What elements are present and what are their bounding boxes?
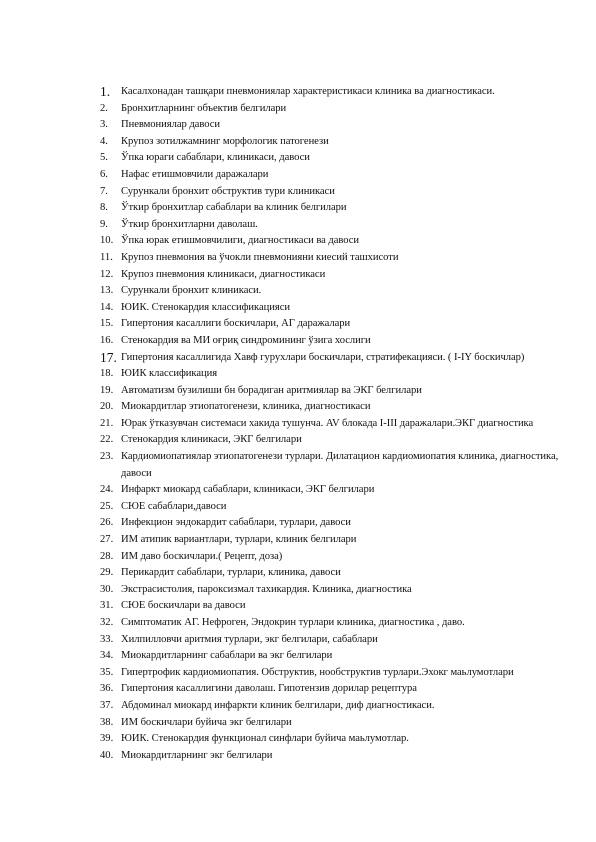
question-item — [100, 233, 570, 250]
question-text: Гипертония касаллигини даволаш. Гипотензив дорилар рецептура — [121, 683, 417, 695]
question-number: 40. — [100, 749, 114, 761]
question-number: 5. — [100, 152, 108, 164]
question-item — [100, 681, 570, 698]
question-number: 34. — [100, 650, 114, 662]
question-item — [100, 250, 570, 267]
question-text: Крупоз пневмония ва ўчокли пневмонияни киесий ташхисоти — [121, 251, 399, 263]
question-text: Сурункали бронхит клиникаси. — [121, 285, 262, 297]
question-text: Гипертония касаллигида Хавф гурухлари боскичлари, стратифекацияси. ( I-IY боскичлар) — [121, 351, 525, 363]
question-number: 7. — [100, 185, 108, 197]
question-text: Ўпка юраги сабаблари, клиникаси, давоси — [121, 152, 310, 164]
question-item — [100, 267, 570, 284]
question-item — [100, 316, 570, 333]
question-number: 16. — [100, 334, 114, 346]
question-number: 39. — [100, 733, 114, 745]
question-item — [100, 184, 570, 201]
question-number: 15. — [100, 318, 114, 330]
question-number: 18. — [100, 368, 114, 380]
question-number: 20. — [100, 401, 114, 413]
question-text: Юрак ўтказувчан системаси хакида тушунча. AV блокада I-III даражалари.ЭКГ диагностика — [121, 417, 534, 429]
question-text: Хилпилловчи аритмия турлари, экг белгилари, сабаблари — [121, 633, 378, 645]
question-text: Кардиомиопатиялар этиопатогенези турлари. Дилатацион кардиомиопатия клиника, диагностика, давоси — [121, 451, 559, 479]
question-text: Миокардитларнинг сабаблари ва экг белгилари — [121, 650, 333, 662]
question-number: 2. — [100, 102, 108, 114]
question-item — [100, 665, 570, 682]
question-item — [100, 482, 570, 499]
question-text: Сурункали бронхит обструктив тури клиникаси — [121, 185, 335, 197]
question-text: Нафас етишмовчили даражалари — [121, 168, 269, 180]
question-item — [100, 167, 570, 184]
exam-question-list — [100, 84, 570, 764]
question-number: 36. — [100, 683, 114, 695]
question-number: 38. — [100, 716, 114, 728]
question-number: 33. — [100, 633, 114, 645]
question-text: Стенокардия ва МИ оғриқ синдромининг ўзига хослиги — [121, 334, 371, 346]
question-text: Инфаркт миокард сабаблари, клиникаси, ЭКГ белгилари — [121, 484, 375, 496]
question-text: ИМ боскичлари буйича экг белгилари — [121, 716, 292, 728]
question-text: ЮИК. Стенокардия функционал синфлари буйича маьлумотлар. — [121, 733, 409, 745]
question-item — [100, 499, 570, 516]
question-number: 19. — [100, 384, 114, 396]
question-number: 23. — [100, 451, 114, 463]
question-text: Ўткир бронхитларни даволаш. — [121, 218, 258, 230]
question-text: ИМ атипик вариантлари, турлари, клиник белгилари — [121, 534, 357, 546]
question-text: ИМ даво боскичлари.( Рецепт, доза) — [121, 550, 283, 562]
question-number: 37. — [100, 699, 114, 711]
question-text: Миокардитларнинг экг белгилари — [121, 749, 273, 761]
question-number: 32. — [100, 617, 114, 628]
question-number: 30. — [100, 583, 114, 595]
question-item — [100, 283, 570, 300]
question-text: СЮЕ сабаблари,давоси — [121, 500, 227, 512]
question-number: 3. — [100, 119, 108, 131]
question-item — [100, 200, 570, 217]
question-item — [100, 101, 570, 118]
question-item — [100, 515, 570, 532]
question-number: 29. — [100, 567, 114, 579]
question-text: Бронхитларнинг объектив белгилари — [121, 102, 287, 114]
question-number: 25. — [100, 500, 114, 512]
question-number: 24. — [100, 484, 114, 496]
question-text: ЮИК. Стенокардия классификацияси — [121, 301, 290, 313]
question-text: Симптоматик АГ. Нефроген, Эндокрин турлари клиника, диагностика , даво. — [121, 617, 465, 628]
question-item — [100, 698, 570, 715]
question-text: Автоматизм бузилиши бн борадиган аритмиялар ва ЭКГ белгилари — [121, 384, 422, 396]
question-item — [100, 615, 570, 632]
question-number: 17. — [100, 349, 117, 365]
question-number: 1. — [100, 84, 111, 99]
question-text: Пневмониялар давоси — [121, 119, 220, 131]
question-item — [100, 300, 570, 317]
question-text: Касалхонадан ташқари пневмониялар характеристикаси клиника ва диагностикаси. — [121, 86, 495, 97]
question-item — [100, 565, 570, 582]
question-text: Гипертрофик кардиомиопатия. Обструктив, нообструктив турлари.Эхокг маьлумотлари — [121, 666, 514, 678]
question-item — [100, 134, 570, 151]
question-number: 4. — [100, 135, 108, 147]
question-item — [100, 549, 570, 566]
question-text: Абдоминал миокард инфаркти клиник белгилари, диф диагностикаси. — [121, 699, 435, 711]
question-item — [100, 150, 570, 167]
question-item — [100, 416, 570, 433]
question-text: Ўпка юрак етишмовчилиги, диагностикаси ва давоси — [121, 235, 360, 247]
question-item — [100, 449, 570, 482]
question-number: 27. — [100, 534, 114, 546]
question-item — [100, 383, 570, 400]
question-item — [100, 217, 570, 234]
question-item — [100, 350, 570, 367]
question-number: 12. — [100, 268, 114, 280]
question-number: 35. — [100, 666, 114, 678]
question-item — [100, 632, 570, 649]
question-item — [100, 648, 570, 665]
question-item — [100, 582, 570, 599]
question-number: 9. — [100, 218, 108, 230]
question-item — [100, 366, 570, 383]
question-number: 28. — [100, 550, 114, 562]
question-number: 11. — [100, 251, 113, 263]
question-number: 10. — [100, 235, 114, 247]
question-number: 6. — [100, 168, 108, 180]
question-item — [100, 84, 570, 101]
question-text: Экстрасистолия, пароксизмал тахикардия. Клиника, диагностика — [121, 583, 412, 595]
question-number: 21. — [100, 417, 114, 429]
question-item — [100, 532, 570, 549]
question-item — [100, 117, 570, 134]
question-number: 14. — [100, 301, 114, 313]
question-text: Миокардитлар этиопатогенези, клиника, диагностикаси — [121, 401, 371, 413]
question-text: ЮИК классификация — [121, 368, 218, 380]
question-number: 22. — [100, 434, 114, 446]
question-text: Крупоз пневмония клиникаси, диагностикаси — [121, 268, 326, 280]
question-text: Гипертония касаллиги боскичлари, АГ даражалари — [121, 318, 351, 330]
question-number: 26. — [100, 517, 114, 529]
question-number: 31. — [100, 600, 114, 612]
question-item — [100, 748, 570, 765]
question-number: 8. — [100, 202, 108, 214]
question-item — [100, 598, 570, 615]
question-text: СЮЕ боскичлари ва давоси — [121, 600, 246, 612]
question-item — [100, 399, 570, 416]
question-number: 13. — [100, 285, 114, 297]
question-text: Ўткир бронхитлар сабаблари ва клиник белгилари — [121, 202, 347, 214]
question-text: Перикардит сабаблари, турлари, клиника, давоси — [121, 567, 341, 579]
question-text: Инфекцион эндокардит сабаблари, турлари, давоси — [121, 517, 351, 529]
question-item — [100, 432, 570, 449]
question-item — [100, 333, 570, 350]
question-text: Крупоз зотилжамнинг морфологик патогенези — [121, 135, 329, 147]
question-text: Стенокардия клиникаси, ЭКГ белгилари — [121, 434, 302, 446]
question-item — [100, 715, 570, 732]
question-item — [100, 731, 570, 748]
